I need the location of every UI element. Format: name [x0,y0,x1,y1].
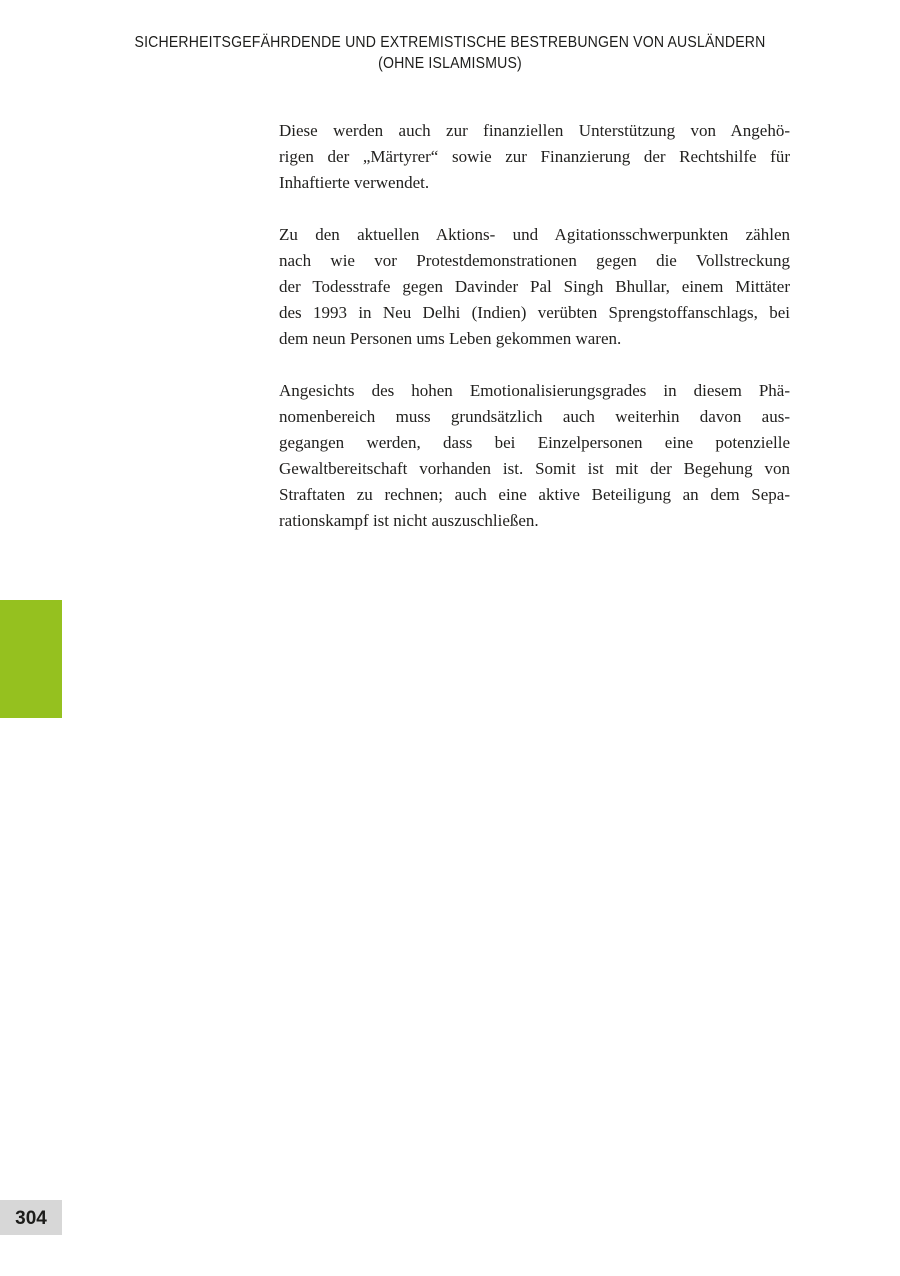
paragraph [279,118,790,196]
text-line: nomenbereich muss grundsätzlich auch weiterhin davon aus- [279,407,790,426]
running-header [54,32,846,74]
chapter-tab-marker [0,600,62,718]
text-line: nach wie vor Protestdemonstrationen gegen die Vollstreckung [279,251,790,270]
text-line: Straftaten zu rechnen; auch eine aktive Beteiligung an dem Sepa- [279,485,790,504]
text-line: Gewaltbereitschaft vorhanden ist. Somit ist mit der Begehung von [279,459,790,478]
running-header-line-1: SICHERHEITSGEFÄHRDENDE UND EXTREMISTISCHE BESTREBUNGEN VON AUSLÄNDERN [134,34,766,51]
text-line: rationskampf ist nicht auszuschließen. [279,511,539,530]
paragraph [279,222,790,352]
text-line: der Todesstrafe gegen Davinder Pal Singh Bhullar, einem Mittäter [279,277,790,296]
page-number-box [0,1200,62,1235]
text-line: Angesichts des hohen Emotionalisierungsgrades in diesem Phä- [279,381,790,400]
text-line: des 1993 in Neu Delhi (Indien) verübten Sprengstoffanschlags, bei [279,303,790,322]
running-header-line-2: (OHNE ISLAMISMUS) [378,55,522,72]
text-line: Zu den aktuellen Aktions- und Agitationsschwerpunkten zählen [279,225,790,244]
text-line: dem neun Personen ums Leben gekommen waren. [279,329,622,348]
text-line: gegangen werden, dass bei Einzelpersonen eine potenzielle [279,433,790,452]
text-line: Diese werden auch zur finanziellen Unterstützung von Angehö- [279,121,790,140]
paragraph [279,378,790,534]
body-text [279,118,790,560]
text-line: rigen der „Märtyrer“ sowie zur Finanzierung der Rechtshilfe für [279,147,790,166]
text-line: Inhaftierte verwendet. [279,173,430,192]
page-number: 304 [15,1207,47,1229]
